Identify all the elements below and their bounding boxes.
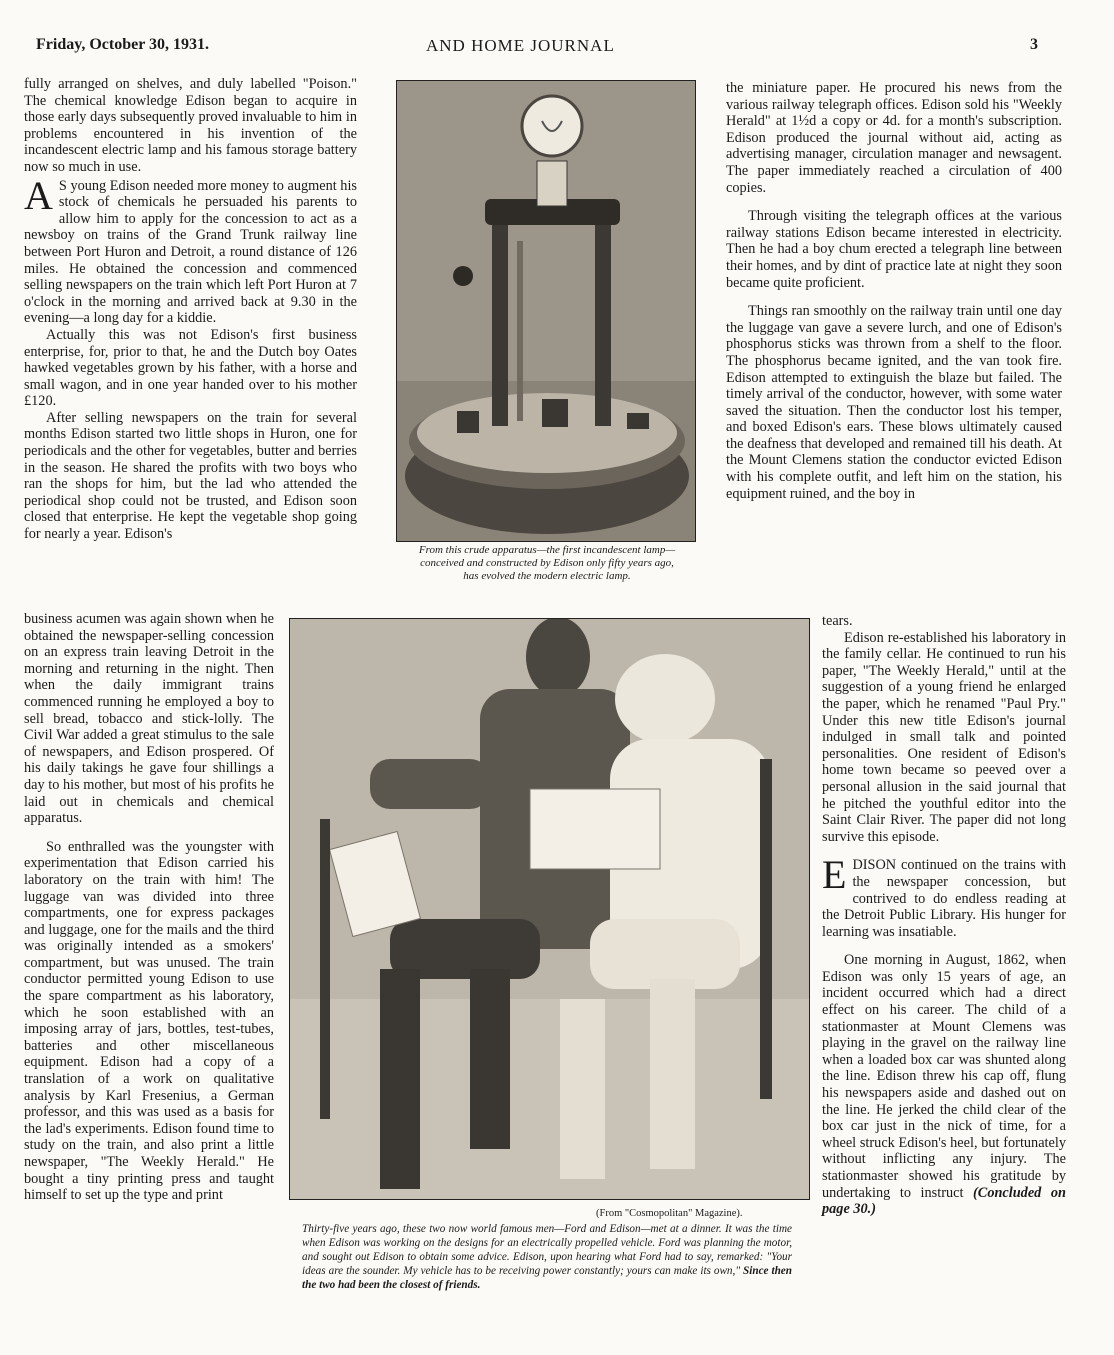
lamp-apparatus-image [396, 80, 696, 542]
photo-caption [302, 1222, 792, 1292]
paragraph: business acumen was again shown when he obtained the newspaper-selling concession on an express train leaving Detroit in the morning and returning in the night. Then when the daily immigrant trains commenced running he employed a boy to sell bread, tobacco and stick-lolly. The Civil War added a great stimulus to the sale of newspapers, and Edison prospered. Of his daily takings he gave four shillings a day to his mother, but most of his profits he laid out in chemicals and chemical apparatus. [24, 611, 274, 827]
paragraph [822, 952, 1066, 1218]
paragraph-text: One morning in August, 1862, when Edison was only 15 years of age, an incident occurred which had a direct effect on his career. The child of a stationmaster at Mount Clemens was playing in the gravel on the railway line when a loaded box car was shunted along the line. Edison threw his cap off, flung his newspapers aside and dashed out on the line. He jerked the child clear of the box car just in the nick of time, for a wheel struck Edison's heel, but fortunately without inflicting any injury. The stationmaster showed his gratitude by undertaking to instruct [822, 952, 1066, 1201]
drop-cap: E [822, 852, 847, 898]
photo-caption-bold: Since then the two had been the closest of friends. [302, 1265, 792, 1291]
continued-link[interactable]: (Concluded on page 30.) [822, 1184, 1066, 1218]
paragraph: So enthralled was the youngster with experimentation that Edison carried his laboratory on the train with him! The luggage van was divided into three compartments, one for express packages and luggage, one for the mails and the third was originally intended as a smokers' compartment, but was unused. The train conductor permitted young Edison to use the spare compartment as his laboratory, which he soon established with an imposing array of jars, bottles, test-tubes, batteries and other miscellaneous equipment. Edison had a copy of a translation of a work on qualitative analysis by Karl Fresenius, a German professor, and this was used as a basis for the lad's experiments. Edison found time to study on the train, and also print a little newspaper, "The Weekly Herald." He bought a tiny printing press and taught himself to set up the type and print [24, 838, 274, 1204]
drop-cap: A [24, 172, 53, 218]
paragraph: fully arranged on shelves, and duly labelled "Poison." The chemical knowledge Edison began to acquire in those early days subsequently proved invaluable to him in problems encountered in his invention of the incandescent electric lamp and his famous storage battery now so much in use. [24, 76, 357, 175]
paragraph [24, 172, 357, 327]
column-1-top [24, 76, 357, 543]
header-journal-title: AND HOME JOURNAL [426, 36, 615, 55]
lamp-illustration [397, 81, 695, 541]
paragraph-text: S young Edison needed more money to augment his stock of chemicals he persuaded his parents to allow him to apply for the concession to act as a newsboy on trains of the Grand Trunk railway line between Port Huron and Detroit, a round distance of 126 miles. He obtained the concession and commenced selling newspapers on the train which left Port Huron at 7 o'clock in the morning and arrived back at 9.30 in the evening—a long day for a kiddie. [24, 177, 357, 327]
paragraph: Actually this was not Edison's first business enterprise, for, prior to that, he and the Dutch boy Oates hawked vegetables grown by his father, with a horse and small wagon, and in one year handed over to his mother £120. [24, 326, 357, 410]
ford-edison-illustration [290, 619, 809, 1199]
photo-credit: (From "Cosmopolitan" Magazine). [596, 1208, 743, 1219]
paragraph: Through visiting the telegraph offices at the various railway stations Edison became interested in electricity. Then he had a boy chum erected a telegraph line between their homes, and by dint of practice late at night they soon became quite proficient. [726, 208, 1062, 291]
header-date: Friday, October 30, 1931. [36, 36, 210, 53]
column-3-bottom [822, 613, 1066, 1218]
ford-edison-photo [289, 618, 810, 1200]
paragraph-text: DISON continued on the trains with the newspaper concession, but contrived to do endless reading at the Detroit Public Library. His hunger for learning was insatiable. [822, 857, 1066, 940]
paragraph: After selling newspapers on the train for several months Edison started two little shops in Huron, one for periodicals and the other for vegetables, butter and berries in the season. He shared the profits with two boys who ran the shops for him, but the lad who attended the periodical shop could not be trusted, and Edison soon closed that enterprise. He kept the vegetable shop going for nearly a year. Edison's [24, 409, 357, 543]
paragraph [822, 852, 1066, 940]
paragraph: tears. [822, 613, 853, 629]
paragraph: the miniature paper. He procured his news from the various railway telegraph offices. Edison sold his "Weekly Herald" at 1½d a copy or 4d. for a month's subscription. Edison produced the journal without aid, acting as advertising manager, circulation manager and newsagent. The paper immediately reached a circulation of 400 copies. [726, 80, 1062, 196]
paragraph: Edison re-established his laboratory in the family cellar. He continued to run his paper, "The Weekly Herald," until at the suggestion of a young friend he enlarged the paper, which he renamed "Paul Pry." Under this new title Edison's journal indulged in small talk and pointed personalities. One resident of Edison's home town became so peeved over a personal allusion in the said journal that he pitched the youthful editor into the Saint Clair River. The paper did not long survive this episode. [822, 629, 1066, 845]
page-number: 3 [1030, 36, 1038, 53]
paragraph: Things ran smoothly on the railway train until one day the luggage van gave a severe lurch, and one of Edison's phosphorus sticks was thrown from a shelf to the floor. The phosphorus became ignited, and the van took fire. Edison attempted to extinguish the blaze but failed. The timely arrival of the conductor, however, with some water saved the situation. Then the conductor lost his temper, and boxed Edison's ears. These blows ultimately caused the deafness that developed and remained till his death. At the Mount Clemens station the conductor evicted Edison with his complete outfit, and left him on the station, his equipment ruined, and the boy in [726, 303, 1062, 502]
lamp-caption: From this crude apparatus—the first incandescent lamp—conceived and constructed by Edison only fifty years ago, has evolved the modern electric lamp. [418, 544, 676, 583]
column-3-top [726, 80, 1062, 502]
column-1-bottom [24, 611, 274, 1204]
photo-caption-text: Thirty-five years ago, these two now world famous men—Ford and Edison—met at a dinner. It was the time when Edison was working on the designs for an electrically propelled vehicle. Ford was planning the motor, and sought out Edison to obtain some advice. Edison, upon hearing what Ford had to say, remarked: "Your ideas are the sounder. My vehicle has to be receiving power constantly; yours can make its own," [302, 1223, 792, 1277]
